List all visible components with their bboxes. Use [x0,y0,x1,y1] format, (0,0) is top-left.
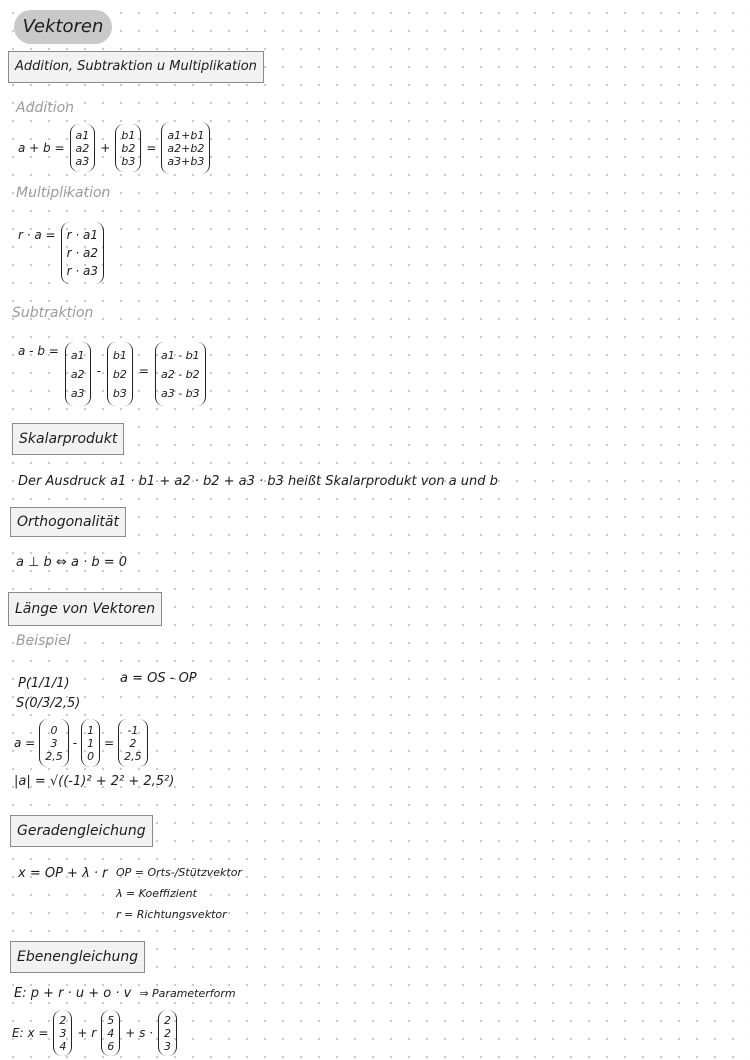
vector-entry: a1 [70,348,85,362]
vector-entry: a2 [70,367,85,381]
vector-a [65,342,91,406]
vector-position [53,1010,72,1056]
minus-sign: - [72,736,78,750]
plus-sign: + [100,141,111,155]
vector-entry: 2 [163,1026,171,1040]
vector-entry: r · a1 [66,228,98,242]
addition-formula [18,122,210,174]
gerade-equation: x = OP + λ · r [18,866,108,881]
section-heading-ebenengleichung: Ebenengleichung [10,941,145,973]
vector-entry: a3 - b3 [160,386,200,400]
page-title: Vektoren [14,10,112,44]
vector-entry: a2+b2 [167,141,205,155]
vector-a-label: a = [14,736,36,750]
parameterform-label: ⇒ Parameterform [139,987,236,1000]
vector-entry: a3+b3 [167,154,205,168]
vector-result [118,719,148,767]
vector-entry: a2 [75,141,90,155]
minus-sign: - [96,364,101,378]
vector-diff [155,342,206,406]
skalarprodukt-text: Der Ausdruck a1 · b1 + a2 · b2 + a3 · b3 heißt Skalarprodukt von a und b [18,474,498,489]
legend-item: λ = Koeffizient [116,887,197,900]
subheading-beispiel: Beispiel [16,633,71,649]
vector-entry: -1 [127,723,139,737]
legend-item: OP = Orts-/Stützvektor [116,866,242,879]
point-p: P(1/1/1) [18,676,70,691]
ebene-r-term: + r [77,1026,97,1040]
vector-entry: 3 [59,1026,67,1040]
vector-entry: 3 [50,736,58,750]
betrag-formula: |a| = √((-1)² + 2² + 2,5²) [14,774,175,789]
vector-entry: 2 [59,1013,67,1027]
multiplikation-formula [18,222,104,284]
ebene-parameterform: E: p + r · u + o · v [14,986,132,1001]
vector-entry: a2 - b2 [160,367,200,381]
vector-entry: b1 [121,128,136,142]
vector-entry: 4 [107,1026,115,1040]
vector-a-definition: a = OS - OP [120,671,197,686]
vector-op [81,719,100,767]
subtraktion-lhs: a - b = [18,344,59,358]
vector-direction-u [101,1010,120,1056]
point-s: S(0/3/2,5) [16,696,81,711]
vector-entry: 3 [163,1039,171,1053]
vector-entry: a1 [75,128,90,142]
subtraktion-formula [18,342,206,406]
vector-entry: r · a2 [66,246,98,260]
equals-sign: = [146,141,157,155]
subheading-subtraktion: Subtraktion [12,305,94,321]
legend-item: r = Richtungsvektor [116,908,227,921]
vector-entry: 4 [59,1039,67,1053]
vector-entry: 0 [87,749,95,763]
vector-os [39,719,69,767]
vector-product [61,222,104,284]
vector-a [70,124,96,172]
laenge-vector-calc [14,719,148,767]
vector-entry: a1 - b1 [160,348,200,362]
vector-entry: r · a3 [66,264,98,278]
vector-b [115,124,141,172]
vector-entry: b3 [112,386,127,400]
ebene-s-term: + s · [125,1026,153,1040]
subheading-multiplikation: Multiplikation [16,185,111,201]
vector-entry: 2,5 [45,749,63,763]
vector-b [107,342,133,406]
addition-lhs: a + b = [18,141,65,155]
vector-sum [161,122,210,174]
vector-entry: 2,5 [124,749,142,763]
section-heading-geradengleichung: Geradengleichung [10,815,153,847]
vector-direction-v [158,1010,177,1056]
vector-entry: 5 [107,1013,115,1027]
section-heading-asm: Addition, Subtraktion u Multiplikation [8,51,264,83]
vector-entry: 2 [163,1013,171,1027]
vector-entry: b3 [121,154,136,168]
vector-entry: a1+b1 [167,128,205,142]
section-heading-laenge: Länge von Vektoren [8,592,162,626]
vector-entry: 1 [87,723,95,737]
vector-entry: a3 [70,386,85,400]
orthogonalitaet-formula: a ⊥ b ⇔ a · b = 0 [16,555,128,570]
ebene-lhs: E: x = [12,1026,49,1040]
equals-sign: = [138,364,149,378]
subheading-addition: Addition [16,100,75,116]
vector-entry: b2 [112,367,127,381]
vector-entry: b1 [112,348,127,362]
vector-entry: b2 [121,141,136,155]
ebene-param-row [14,986,236,1001]
vector-entry: 1 [87,736,95,750]
ebene-example [12,1010,177,1056]
vector-entry: a3 [75,154,90,168]
vector-entry: 6 [107,1039,115,1053]
gerade-legend [116,862,242,925]
vector-entry: 2 [129,736,137,750]
vector-entry: 0 [50,723,58,737]
section-heading-skalarprodukt: Skalarprodukt [12,423,124,455]
equals-sign: = [104,736,115,750]
section-heading-orthogonalitaet: Orthogonalität [10,507,126,537]
multiplikation-lhs: r · a = [18,228,56,242]
